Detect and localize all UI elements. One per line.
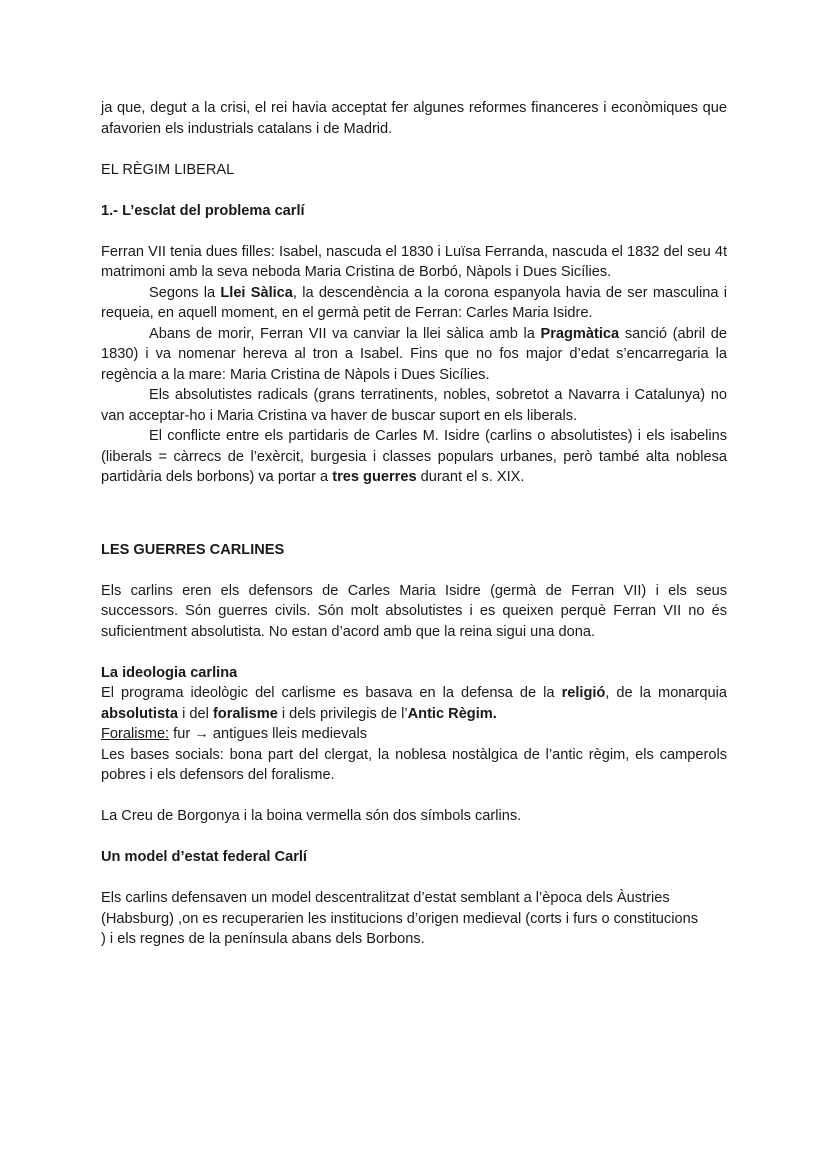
text: sanció (abril de 1830) i va nomenar hereva al tron a Isabel. Fins que no fos major d’edat s’encarregaria la regència a la mare: Maria Cristina de Nàpols i Dues Sicílies.: [101, 325, 727, 383]
paragraph-llei-salica: [101, 283, 727, 324]
intro-paragraph: ja que, degut a la crisi, el rei havia acceptat fer algunes reformes financeres i econòmiques que afavorien els industrials catalans i de Madrid.: [101, 100, 727, 137]
paragraph-carlins: Els carlins eren els defensors de Carles Maria Isidre (germà de Ferran VII) i els seus successors. Són guerres civils. Són molt absolutistes i es queixen perquè Ferran VII no és suficientment absolutista. No estan d’acord amb que la reina sigui una dona.: [101, 582, 727, 640]
text: , de la monarquia: [605, 685, 727, 701]
bold-foralisme: foralisme: [212, 705, 278, 722]
paragraph-pragmatica: [101, 324, 727, 386]
text: , la descendència a la corona espanyola havia de ser masculina i requeia, en aquell moment, en el germà petit de Ferran: Carles Maria Isidre.: [101, 284, 728, 321]
paragraph-simbols: La Creu de Borgonya i la boina vermella són dos símbols carlins.: [101, 808, 522, 824]
bold-llei-salica: Llei Sàlica: [220, 284, 293, 301]
paragraph-bases-socials: Les bases socials: bona part del clergat, la noblesa nostàlgica de l’antic règim, els camperols pobres i els defensors del foralisme.: [101, 746, 727, 783]
bold-tres-guerres: tres guerres: [332, 469, 417, 485]
subheading-model-federal: Un model d’estat federal Carlí: [101, 849, 307, 865]
section-title-guerres-carlines: LES GUERRES CARLINES: [101, 541, 285, 558]
bold-religio: religió: [561, 685, 606, 701]
text: El conflicte entre els partidaris de Carles M. Isidre (carlins o absolutistes) i els isabelins (liberals = càrrecs de l’exèrcit, burgesia i classes populars urbanes, però també alta noblesa partidària dels borbons) va portar a: [101, 428, 727, 485]
section-title-regim-liberal: EL RÈGIM LIBERAL: [101, 161, 235, 178]
text: El programa ideològic del carlisme es basava en la defensa de la: [101, 685, 562, 701]
text: i del: [178, 705, 213, 722]
text: Abans de morir, Ferran VII va canviar la llei sàlica amb la: [149, 325, 541, 342]
text: fur → antigues lleis medievals: [169, 726, 368, 742]
paragraph-model: Els carlins defensaven un model descentralitzat d’estat semblant a l’època dels Àustries (Habsburg) ,on es recuperarien les institucions d’origen medieval (corts i furs o constitucions ) i els regnes de la península abans dels Borbons.: [101, 890, 698, 947]
bold-antic-regim: Antic Règim.: [407, 705, 497, 722]
subheading-esclat-carli: 1.- L’esclat del problema carlí: [101, 202, 305, 219]
subheading-ideologia: La ideologia carlina: [101, 664, 238, 681]
text: Segons la: [149, 284, 221, 301]
foralisme-definition: [101, 724, 727, 745]
paragraph-conflicte: [101, 426, 727, 488]
underlined-foralisme: Foralisme:: [101, 726, 170, 742]
text: durant el s. XIX.: [416, 469, 525, 485]
document-page: [101, 98, 727, 950]
bold-pragmatica: Pragmàtica: [540, 325, 620, 342]
paragraph-absolutistes: Els absolutistes radicals (grans terratinents, nobles, sobretot a Navarra i Catalunya) no van acceptar-ho i Maria Cristina va haver de buscar suport en els liberals.: [101, 387, 727, 424]
paragraph-filles: Ferran VII tenia dues filles: Isabel, nascuda el 1830 i Luïsa Ferranda, nascuda el 1832 del seu 4t matrimoni amb la seva neboda Maria Cristina de Borbó, Nàpols i Dues Sicílies.: [101, 243, 727, 280]
bold-absolutista: absolutista: [101, 705, 179, 722]
paragraph-programa: [101, 683, 727, 724]
text: i dels privilegis de l’: [277, 705, 408, 722]
